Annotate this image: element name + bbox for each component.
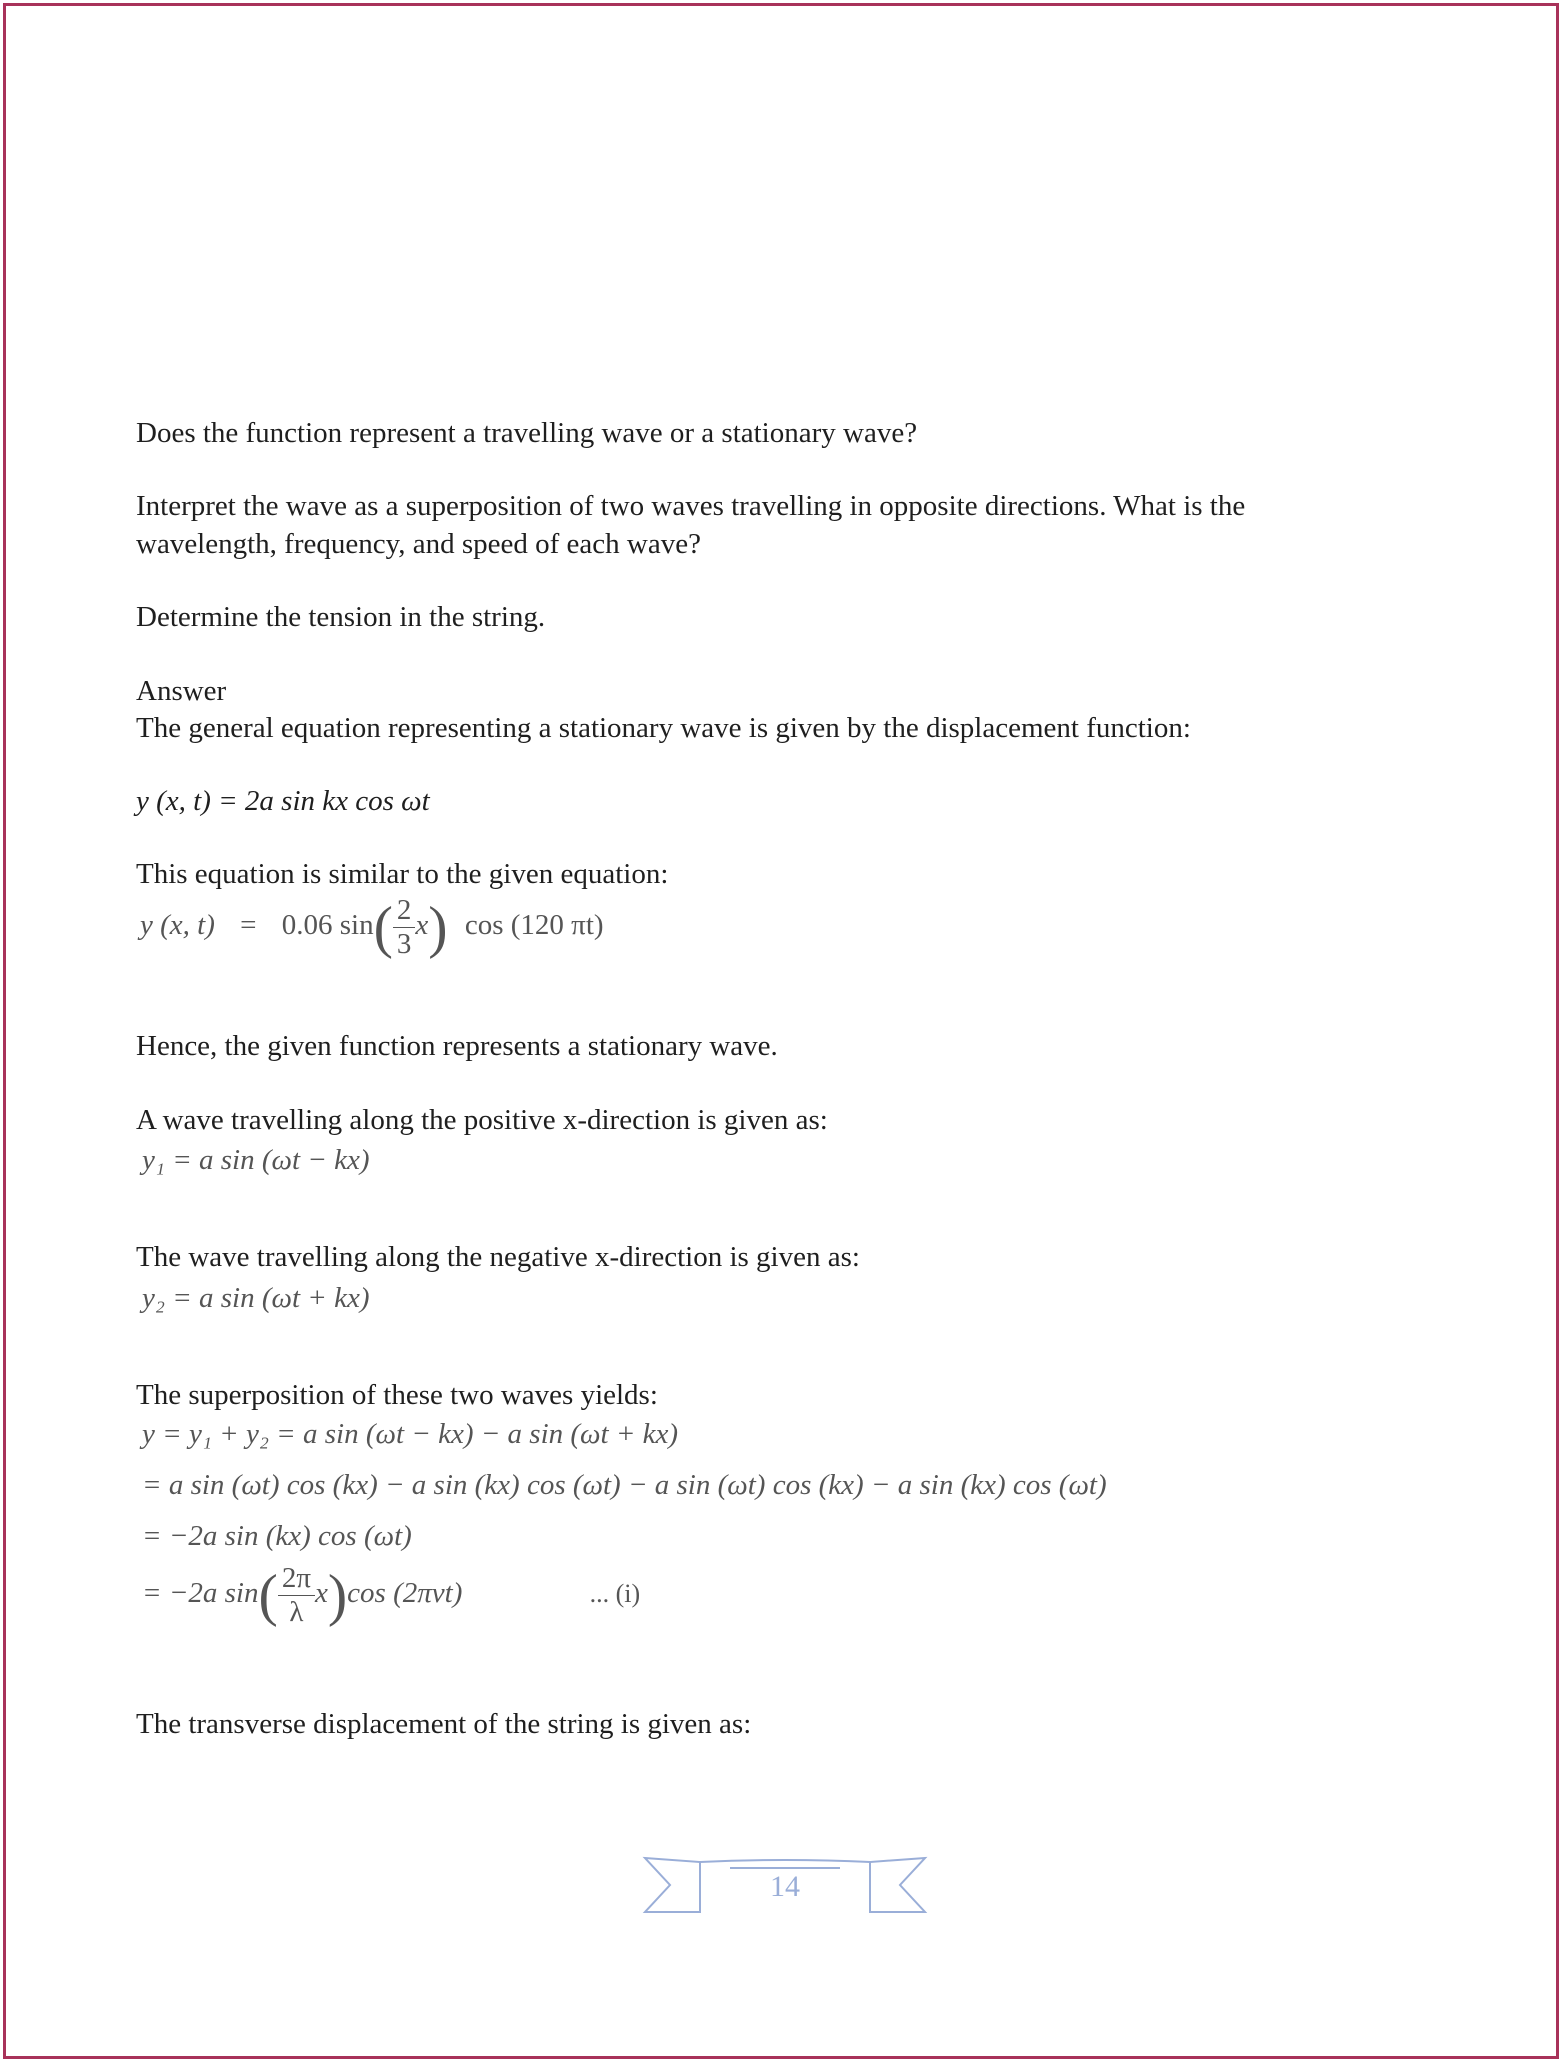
answer-heading: Answer — [136, 675, 227, 707]
page-footer — [640, 1850, 930, 1920]
transverse-text: The transverse displacement of the string is given as: — [136, 1708, 752, 1740]
negative-direction-text: The wave travelling along the negative x-direction is given as: — [136, 1241, 860, 1273]
positive-direction-text: A wave travelling along the positive x-direction is given as: — [136, 1104, 828, 1136]
superposition-line-1: y = y₁ + y₂ = a sin (ωt − kx) − a sin (ωt + kx) — [142, 1418, 679, 1450]
page-number: 14 — [770, 1870, 800, 1903]
superposition-line-4: = −2a sin( $\frac{2\pi}{\lambda}$ x)cos (2πνt) ... (i) — [142, 1562, 641, 1628]
superposition-line-3: = −2a sin (kx) cos (ωt) — [142, 1520, 412, 1552]
similar-text: This equation is similar to the given equation: — [136, 858, 669, 890]
given-equation: y (x, t) = 0.06 sin( $\frac{2}{3}$ x) cos (120 πt) — [140, 894, 604, 960]
superposition-text: The superposition of these two waves yields: — [136, 1379, 658, 1411]
superposition-line-2: = a sin (ωt) cos (kx) − a sin (kx) cos (ωt) − a sin (ωt) cos (kx) − a sin (kx) cos (ωt) — [142, 1469, 1107, 1501]
y2-equation: y₂ = a sin (ωt + kx) — [142, 1282, 370, 1314]
question-b-line2: wavelength, frequency, and speed of each wave? — [136, 528, 701, 560]
question-c: Determine the tension in the string. — [136, 601, 546, 633]
general-equation: y (x, t) = 2a sin kx cos ωt — [136, 785, 430, 817]
question-a: Does the function represent a travelling wave or a stationary wave? — [136, 417, 918, 449]
y1-equation: y₁ = a sin (ωt − kx) — [142, 1144, 370, 1176]
hence-text: Hence, the given function represents a stationary wave. — [136, 1030, 778, 1062]
question-b-line1: Interpret the wave as a superposition of two waves travelling in opposite directions. What is the — [136, 490, 1246, 522]
answer-intro: The general equation representing a stationary wave is given by the displacement function: — [136, 712, 1191, 744]
